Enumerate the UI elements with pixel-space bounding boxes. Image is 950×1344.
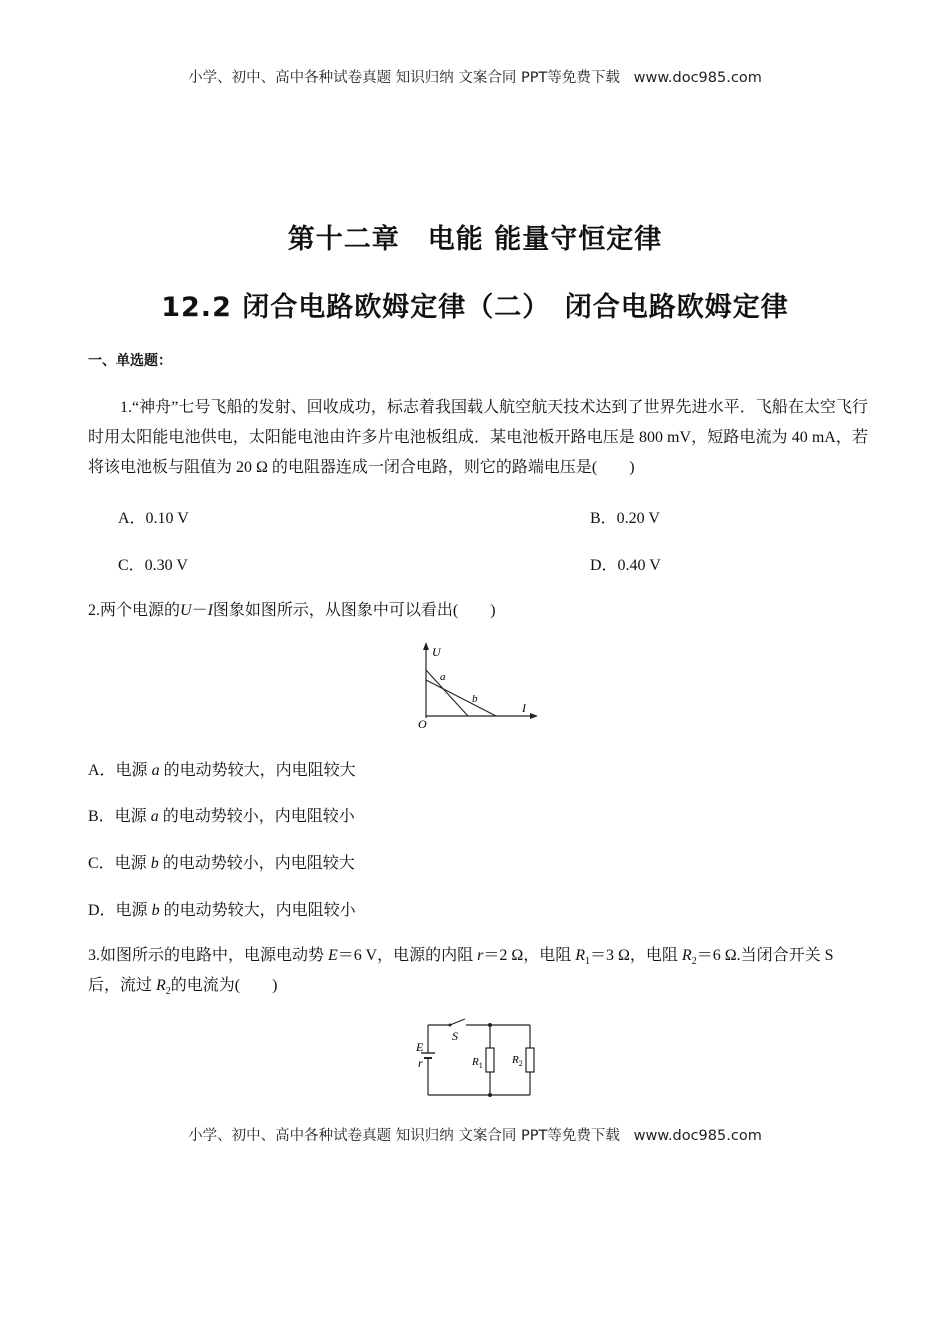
footer-url[interactable]: www.doc985.com — [633, 1128, 762, 1144]
q2-option-b[interactable] — [88, 803, 355, 826]
q2-i: I — [207, 602, 213, 619]
resistor-r1 — [486, 1048, 494, 1072]
q3-l2a: 后，流过 — [88, 977, 157, 994]
switch-blade — [450, 1019, 465, 1025]
q2-b-prefix: B．电源 — [88, 808, 151, 825]
footer-text: 小学、初中、高中各种试卷真题 知识归纳 文案合同 PPT等免费下载 — [188, 1128, 620, 1144]
line-a-label: a — [440, 671, 446, 683]
q2-a-prefix: A．电源 — [88, 762, 152, 779]
q2-option-d[interactable] — [88, 897, 356, 920]
label-r2 — [511, 1054, 523, 1068]
q1-option-d[interactable]: D．0.40 V — [590, 557, 661, 574]
q1-option-a[interactable]: A．0.10 V — [118, 510, 189, 527]
q2-b-suffix: 的电动势较小，内电阻较小 — [158, 808, 355, 825]
label-r2-main: R — [512, 1054, 519, 1066]
label-r: r — [418, 1056, 423, 1070]
q2-d-prefix: D．电源 — [88, 902, 152, 919]
page-header — [0, 66, 950, 87]
q1-option-c[interactable]: C．0.30 V — [118, 557, 188, 574]
q2-c-suffix: 的电动势较小，内电阻较大 — [158, 855, 355, 872]
page-footer — [0, 1124, 950, 1145]
q3-p2: ＝6 V，电源的内阻 — [337, 947, 478, 964]
label-s: S — [452, 1029, 458, 1043]
header-text: 小学、初中、高中各种试卷真题 知识归纳 文案合同 PPT等免费下载 — [188, 70, 620, 86]
question-1-text: 1.“神舟”七号飞船的发射、回收成功，标志着我国载人航空航天技术达到了世界先进水平．飞船在太空飞行时用太阳能电池供电，太阳能电池由许多片电池板组成．某电池板开路电压是 800 mV，短路电流为 40 mA，若将该电池板与阻值为 20 Ω 的电阻器连成一闭合电路，则它的路端电压是( ) — [88, 399, 868, 476]
q2-option-a[interactable] — [88, 757, 356, 780]
q3-r: r — [477, 947, 484, 964]
q3-r1: R — [575, 947, 585, 964]
q2-c-prefix: C．电源 — [88, 855, 151, 872]
label-r1-sub: 1 — [478, 1061, 483, 1070]
q2-mid: － — [191, 602, 208, 619]
q3-r2: R — [681, 947, 692, 964]
axis-u-label: U — [432, 645, 441, 659]
q2-option-c[interactable] — [88, 850, 355, 873]
circuit-diagram — [410, 1015, 550, 1105]
q2-c-var: b — [150, 855, 159, 872]
q2-pre: 2.两个电源的 — [88, 602, 181, 619]
label-r1-main: R — [472, 1056, 479, 1068]
q2-a-var: a — [151, 762, 160, 779]
q3-p5: ＝6 Ω.当闭合开关 S — [696, 947, 834, 964]
q2-b-var: a — [150, 808, 159, 825]
q3-l2b: 的电流为( ) — [170, 977, 278, 994]
q3-p3: ＝2 Ω，电阻 — [483, 947, 576, 964]
axis-i-label: I — [522, 701, 526, 715]
line-b-label: b — [472, 693, 478, 705]
header-url[interactable]: www.doc985.com — [633, 70, 762, 86]
q1-option-b[interactable]: B．0.20 V — [590, 510, 660, 527]
q3-r2-b-sub: 2 — [165, 986, 171, 998]
resistor-r2 — [526, 1048, 534, 1072]
question-2-text — [88, 597, 496, 620]
junction-bottom — [488, 1093, 492, 1097]
ui-graph — [410, 640, 550, 730]
section-label: 一、单选题： — [88, 353, 172, 369]
q2-d-suffix: 的电动势较大，内电阻较小 — [159, 902, 356, 919]
line-a — [426, 670, 468, 716]
junction-top — [488, 1023, 492, 1027]
question-3-line-1 — [88, 942, 833, 967]
origin-label: O — [418, 717, 427, 730]
u-axis-arrow — [423, 642, 429, 650]
chapter-title: 第十二章 电能 能量守恒定律 — [287, 224, 663, 255]
q2-a-suffix: 的电动势较大，内电阻较大 — [159, 762, 356, 779]
q3-p4: ＝3 Ω，电阻 — [590, 947, 682, 964]
label-r1 — [471, 1056, 483, 1070]
line-b — [426, 680, 496, 716]
switch-pivot — [449, 1024, 452, 1027]
q3-p1: 3.如图所示的电路中，电源电动势 — [88, 947, 329, 964]
q2-d-var: b — [151, 902, 160, 919]
question-3-line-2 — [88, 972, 277, 997]
q3-r1-sub: 1 — [585, 956, 590, 968]
section-title: 12.2 闭合电路欧姆定律（二） 闭合电路欧姆定律 — [161, 292, 789, 323]
label-e: E — [416, 1040, 424, 1054]
q3-e: E — [328, 947, 338, 964]
q2-u: U — [180, 602, 192, 619]
q2-post: 图象如图所示，从图象中可以看出( ) — [212, 602, 496, 619]
q3-r2-b: R — [156, 977, 166, 994]
label-r2-sub: 2 — [518, 1059, 523, 1068]
q3-r2-sub: 2 — [691, 956, 697, 968]
i-axis-arrow — [530, 713, 538, 719]
